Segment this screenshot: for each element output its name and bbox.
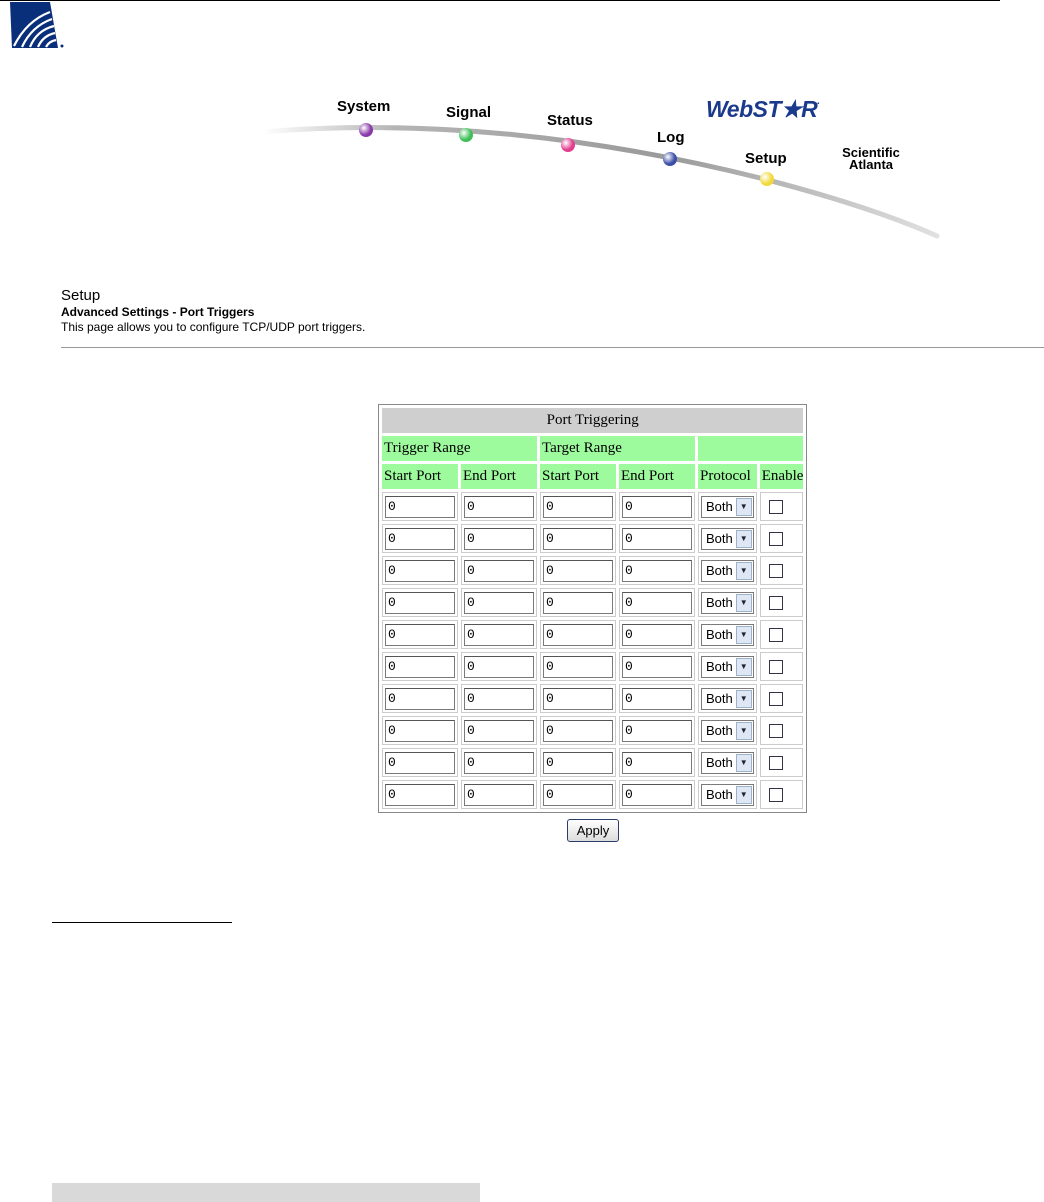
table-cell — [760, 652, 804, 681]
table-cell — [698, 492, 757, 521]
table-cell — [698, 748, 757, 777]
table-row — [382, 652, 803, 681]
table-cell — [760, 780, 804, 809]
target-end-input[interactable] — [622, 496, 692, 518]
trigger-end-input[interactable] — [464, 624, 534, 646]
protocol-value: Both — [706, 627, 733, 642]
enable-checkbox[interactable] — [769, 692, 783, 706]
target-end-input[interactable] — [622, 784, 692, 806]
table-cell — [540, 716, 616, 745]
table-cell — [698, 524, 757, 553]
target-start-input[interactable] — [543, 624, 613, 646]
table-cell — [461, 716, 537, 745]
nav-status-label[interactable]: Status — [547, 112, 593, 129]
col-trigger-end: End Port — [461, 464, 537, 489]
nav-signal-dot[interactable] — [459, 128, 473, 142]
table-cell — [760, 748, 804, 777]
target-end-input[interactable] — [622, 720, 692, 742]
trigger-end-input[interactable] — [464, 656, 534, 678]
protocol-value: Both — [706, 755, 733, 770]
nav-system-dot[interactable] — [359, 123, 373, 137]
page-description: This page allows you to configure TCP/UDP port triggers. — [61, 320, 366, 334]
target-start-input[interactable] — [543, 496, 613, 518]
table-cell — [760, 588, 804, 617]
scientific-atlanta-icon — [0, 0, 70, 80]
table-cell — [698, 684, 757, 713]
trigger-start-input[interactable] — [385, 592, 455, 614]
trigger-end-input[interactable] — [464, 592, 534, 614]
table-cell — [619, 556, 695, 585]
trigger-start-input[interactable] — [385, 720, 455, 742]
table-cell — [540, 588, 616, 617]
col-enable: Enable — [760, 464, 804, 489]
trigger-end-input[interactable] — [464, 688, 534, 710]
table-cell — [760, 524, 804, 553]
nav-log-dot[interactable] — [663, 152, 677, 166]
table-cell — [461, 620, 537, 649]
trigger-start-input[interactable] — [385, 752, 455, 774]
port-triggering-table — [378, 404, 807, 813]
table-cell — [461, 780, 537, 809]
enable-checkbox[interactable] — [769, 724, 783, 738]
table-cell — [698, 556, 757, 585]
table-row — [382, 620, 803, 649]
chevron-down-icon[interactable]: ▼ — [736, 562, 752, 580]
table-cell — [698, 588, 757, 617]
table-cell — [760, 620, 804, 649]
table-cell — [540, 492, 616, 521]
trigger-start-input[interactable] — [385, 560, 455, 582]
trigger-start-input[interactable] — [385, 656, 455, 678]
table-cell — [760, 716, 804, 745]
protocol-value: Both — [706, 531, 733, 546]
table-cell — [382, 716, 458, 745]
table-cell — [540, 620, 616, 649]
enable-checkbox[interactable] — [769, 564, 783, 578]
enable-checkbox[interactable] — [769, 500, 783, 514]
protocol-value: Both — [706, 499, 733, 514]
table-cell — [461, 492, 537, 521]
table-row — [382, 556, 803, 585]
chevron-down-icon[interactable]: ▼ — [736, 722, 752, 740]
col-trigger-start: Start Port — [382, 464, 458, 489]
table-cell — [461, 556, 537, 585]
table-cell — [698, 780, 757, 809]
chevron-down-icon[interactable]: ▼ — [736, 530, 752, 548]
nav-status-dot[interactable] — [561, 138, 575, 152]
table-cell — [760, 684, 804, 713]
protocol-value: Both — [706, 691, 733, 706]
protocol-select[interactable] — [701, 528, 754, 550]
target-end-input[interactable] — [622, 656, 692, 678]
table-cell — [760, 492, 804, 521]
sa-name-line1: Scientific — [842, 145, 900, 160]
table-cell — [698, 716, 757, 745]
table-cell — [619, 620, 695, 649]
webstar-logo-mark: . — [817, 96, 820, 107]
gray-bar — [52, 1183, 480, 1202]
target-start-input[interactable] — [543, 720, 613, 742]
protocol-select[interactable] — [701, 560, 754, 582]
chevron-down-icon[interactable]: ▼ — [736, 498, 752, 516]
table-row — [382, 748, 803, 777]
table-cell — [540, 524, 616, 553]
scientific-atlanta-name — [834, 147, 908, 171]
target-end-input[interactable] — [622, 592, 692, 614]
table-cell — [382, 620, 458, 649]
table-row — [382, 716, 803, 745]
table-cell — [382, 492, 458, 521]
target-end-input[interactable] — [622, 688, 692, 710]
group-target-range: Target Range — [540, 436, 695, 461]
table-cell — [540, 684, 616, 713]
nav-setup-dot[interactable] — [760, 172, 774, 186]
chevron-down-icon[interactable]: ▼ — [736, 786, 752, 804]
target-start-input[interactable] — [543, 784, 613, 806]
table-row — [382, 492, 803, 521]
chevron-down-icon[interactable]: ▼ — [736, 594, 752, 612]
table-cell — [619, 716, 695, 745]
table-cell — [382, 684, 458, 713]
col-protocol: Protocol — [698, 464, 757, 489]
protocol-select[interactable] — [701, 720, 754, 742]
chevron-down-icon[interactable]: ▼ — [736, 626, 752, 644]
protocol-value: Both — [706, 595, 733, 610]
enable-checkbox[interactable] — [769, 628, 783, 642]
trigger-start-input[interactable] — [385, 528, 455, 550]
chevron-down-icon[interactable]: ▼ — [736, 690, 752, 708]
protocol-select[interactable] — [701, 688, 754, 710]
table-cell — [619, 524, 695, 553]
enable-checkbox[interactable] — [769, 660, 783, 674]
table-header-row — [382, 464, 803, 489]
table-cell — [619, 684, 695, 713]
table-cell — [461, 748, 537, 777]
trigger-end-input[interactable] — [464, 528, 534, 550]
nav-setup-label[interactable]: Setup — [745, 150, 787, 167]
target-end-input[interactable] — [622, 624, 692, 646]
table-title: Port Triggering — [382, 408, 803, 433]
group-trigger-range: Trigger Range — [382, 436, 537, 461]
nav-banner — [0, 0, 1044, 270]
col-target-end: End Port — [619, 464, 695, 489]
trigger-end-input[interactable] — [464, 752, 534, 774]
sa-name-line2: Atlanta — [848, 157, 894, 172]
trigger-start-input[interactable] — [385, 624, 455, 646]
table-cell — [382, 652, 458, 681]
enable-checkbox[interactable] — [769, 756, 783, 770]
table-cell — [540, 652, 616, 681]
table-cell — [540, 556, 616, 585]
table-cell — [540, 780, 616, 809]
table-row — [382, 780, 803, 809]
table-cell — [619, 780, 695, 809]
target-start-input[interactable] — [543, 528, 613, 550]
table-title-row — [382, 408, 803, 433]
col-target-start: Start Port — [540, 464, 616, 489]
table-cell — [461, 684, 537, 713]
table-cell — [382, 588, 458, 617]
nav-signal-label[interactable]: Signal — [446, 104, 492, 121]
table-cell — [619, 588, 695, 617]
table-cell — [382, 524, 458, 553]
table-row — [382, 588, 803, 617]
table-cell — [461, 652, 537, 681]
enable-checkbox[interactable] — [769, 596, 783, 610]
trigger-end-input[interactable] — [464, 720, 534, 742]
table-group-row — [382, 436, 803, 461]
chevron-down-icon[interactable]: ▼ — [736, 754, 752, 772]
table-row — [382, 684, 803, 713]
trigger-end-input[interactable] — [464, 784, 534, 806]
trigger-end-input[interactable] — [464, 496, 534, 518]
trigger-start-input[interactable] — [385, 688, 455, 710]
table-cell — [698, 620, 757, 649]
enable-checkbox[interactable] — [769, 532, 783, 546]
protocol-select[interactable] — [701, 592, 754, 614]
divider — [61, 347, 1044, 348]
star-icon: ★ — [781, 96, 802, 122]
table-cell — [619, 492, 695, 521]
protocol-value: Both — [706, 563, 733, 578]
protocol-value: Both — [706, 723, 733, 738]
protocol-select[interactable] — [701, 496, 754, 518]
nav-log-label[interactable]: Log — [657, 129, 685, 146]
protocol-select[interactable] — [701, 784, 754, 806]
webstar-logo-text-a: WebST — [706, 96, 782, 122]
protocol-select[interactable] — [701, 624, 754, 646]
protocol-select[interactable] — [701, 752, 754, 774]
page-heading — [61, 287, 365, 335]
apply-button[interactable]: Apply — [567, 819, 619, 842]
target-end-input[interactable] — [622, 560, 692, 582]
protocol-value: Both — [706, 659, 733, 674]
target-end-input[interactable] — [622, 752, 692, 774]
nav-system-label[interactable]: System — [337, 98, 391, 115]
table-row — [382, 524, 803, 553]
target-start-input[interactable] — [543, 752, 613, 774]
table-cell — [461, 588, 537, 617]
page-title: Setup — [61, 287, 101, 304]
target-start-input[interactable] — [543, 592, 613, 614]
table-cell — [382, 780, 458, 809]
target-start-input[interactable] — [543, 688, 613, 710]
underline-rule — [52, 922, 232, 923]
protocol-value: Both — [706, 787, 733, 802]
trigger-start-input[interactable] — [385, 784, 455, 806]
table-cell — [540, 748, 616, 777]
target-start-input[interactable] — [543, 656, 613, 678]
nav-arc — [0, 0, 1044, 270]
protocol-select[interactable] — [701, 656, 754, 678]
trigger-start-input[interactable] — [385, 496, 455, 518]
page-subtitle: Advanced Settings - Port Triggers — [61, 305, 255, 319]
table-cell — [619, 748, 695, 777]
group-blank — [698, 436, 803, 461]
trigger-end-input[interactable] — [464, 560, 534, 582]
table-cell — [698, 652, 757, 681]
table-cell — [382, 556, 458, 585]
target-start-input[interactable] — [543, 560, 613, 582]
table-cell — [760, 556, 804, 585]
enable-checkbox[interactable] — [769, 788, 783, 802]
webstar-logo-text-b: R — [801, 96, 818, 122]
chevron-down-icon[interactable]: ▼ — [736, 658, 752, 676]
target-end-input[interactable] — [622, 528, 692, 550]
table-cell — [382, 748, 458, 777]
table-cell — [461, 524, 537, 553]
webstar-logo — [706, 96, 820, 123]
table-cell — [619, 652, 695, 681]
